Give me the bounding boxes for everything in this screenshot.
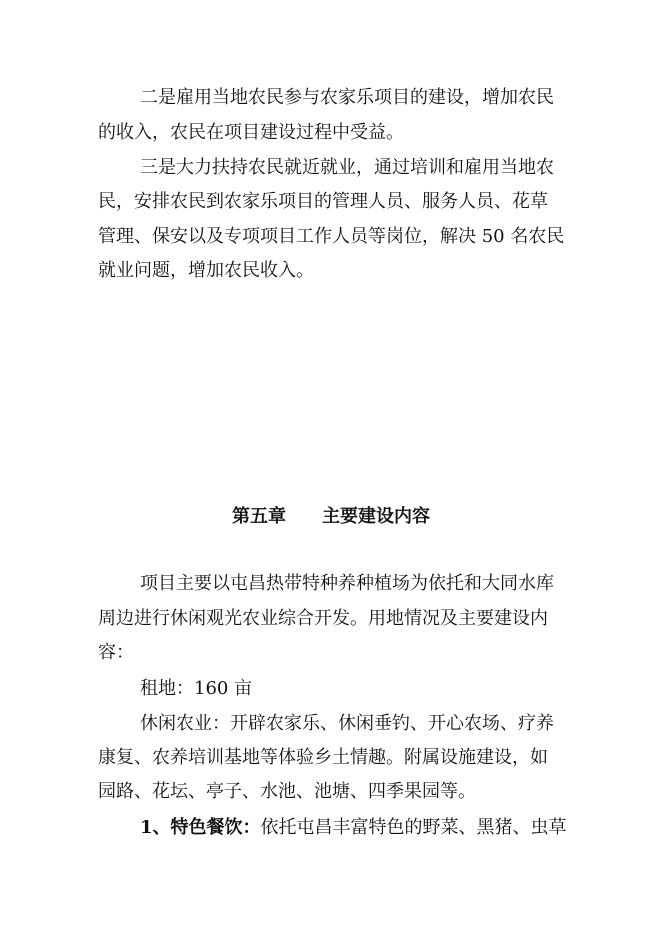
paragraph-intro-line-2: 周边进行休闲观光农业综合开发。用地情况及主要建设内 <box>98 608 548 629</box>
item-special-dining-label: 1、特色餐饮： <box>140 817 261 838</box>
paragraph-leisure-line-3: 园路、花坛、亭子、水池、池塘、四季果园等。 <box>98 781 476 802</box>
item-special-dining <box>140 816 567 840</box>
chapter-title: 主要建设内容 <box>322 506 430 527</box>
item-special-dining-text: 依托屯昌丰富特色的野菜、黑猪、虫草 <box>260 817 567 838</box>
paragraph-intro-line-3: 容： <box>98 642 134 663</box>
chapter-number: 第五章 <box>232 506 286 527</box>
paragraph-leisure-line-2: 康复、农养培训基地等体验乡土情趣。附属设施建设，如 <box>98 747 548 768</box>
paragraph-support-line-2: 民，安排农民到农家乐项目的管理人员、服务人员、花草 <box>98 191 548 212</box>
chapter-heading <box>0 502 662 528</box>
paragraph-support-line-3: 管理、保安以及专项项目工作人员等岗位，解决 50 名农民 <box>98 226 565 247</box>
paragraph-leisure-line-1: 休闲农业：开辟农家乐、休闲垂钓、开心农场、疗养 <box>140 713 554 734</box>
paragraph-support-line-4: 就业问题，增加农民收入。 <box>98 260 314 281</box>
paragraph-support-line-1: 三是大力扶持农民就近就业，通过培训和雇用当地农 <box>140 157 554 178</box>
paragraph-intro-line-1: 项目主要以屯昌热带特种养种植场为依托和大同水库 <box>140 573 554 594</box>
paragraph-employment-line-1: 二是雇用当地农民参与农家乐项目的建设，增加农民 <box>140 87 554 108</box>
paragraph-employment-line-2: 的收入，农民在项目建设过程中受益。 <box>98 122 404 143</box>
land-lease-line: 租地：160 亩 <box>140 678 253 699</box>
